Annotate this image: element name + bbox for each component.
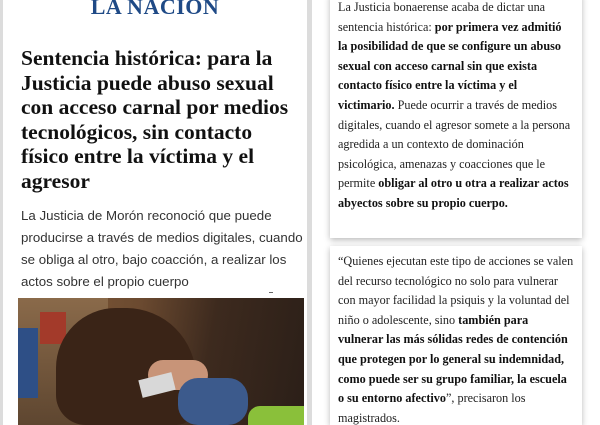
newspaper-logo: LA NACION xyxy=(90,0,220,19)
quote-start: “Quienes ejecutan este tipo de acciones se valen del recurso tecnológico no solo para vulnerar con mayor facilidad la psiquis y la voluntad del niño o adolescente, sino xyxy=(338,254,574,327)
quote-end: ”, precisaron los magistrados. xyxy=(338,391,526,425)
quote-highlight: también para vulnerar las más sólidas redes de contención que protegen por lo general su indemnidad, como puede ser su grupo familiar, la escuela o su entorno afectivo xyxy=(338,312,568,406)
excerpt-ruling-detail: Puede ocurrir a través de medios digitales, cuando el agresor somete a la persona agredida a un contexto de dominación psicológica, amenazas y coacciones que le permite xyxy=(338,97,571,191)
excerpt-ruling-highlight: por primera vez admitió la posibilidad de que se configure un abuso sexual con acceso carnal sin que exista contacto físico entre la víctima y el victimario. xyxy=(338,19,562,112)
article-lead: La Justicia de Morón reconoció que puede producirse a través de medios digitales, cuando se obliga al otro, bajo coacción, a realizar los actos sobre el propio cuerpo xyxy=(21,208,303,289)
photo-girl-jeans xyxy=(178,378,248,425)
article-card xyxy=(3,0,307,425)
divider xyxy=(269,292,273,293)
excerpt-card-ruling xyxy=(330,0,582,238)
article-headline[interactable]: Sentencia histórica: para la Justicia puede abuso sexual con acceso carnal por medios tecnológicos, sin contacto físico entre la víctima y el agresor xyxy=(21,46,289,193)
photo-pillow xyxy=(248,406,304,425)
excerpt-quote-text xyxy=(338,252,574,425)
excerpt-ruling-text xyxy=(338,0,574,214)
article-photo[interactable] xyxy=(18,298,304,425)
excerpt-ruling-intro: La Justicia bonaerense acaba de dictar una sentencia histórica: xyxy=(338,0,546,34)
excerpt-ruling-highlight-2: obligar al otro u otra a realizar actos abyectos sobre su propio cuerpo. xyxy=(338,176,569,210)
photo-shelf-blue xyxy=(18,328,38,398)
excerpt-card-quote xyxy=(330,246,582,425)
